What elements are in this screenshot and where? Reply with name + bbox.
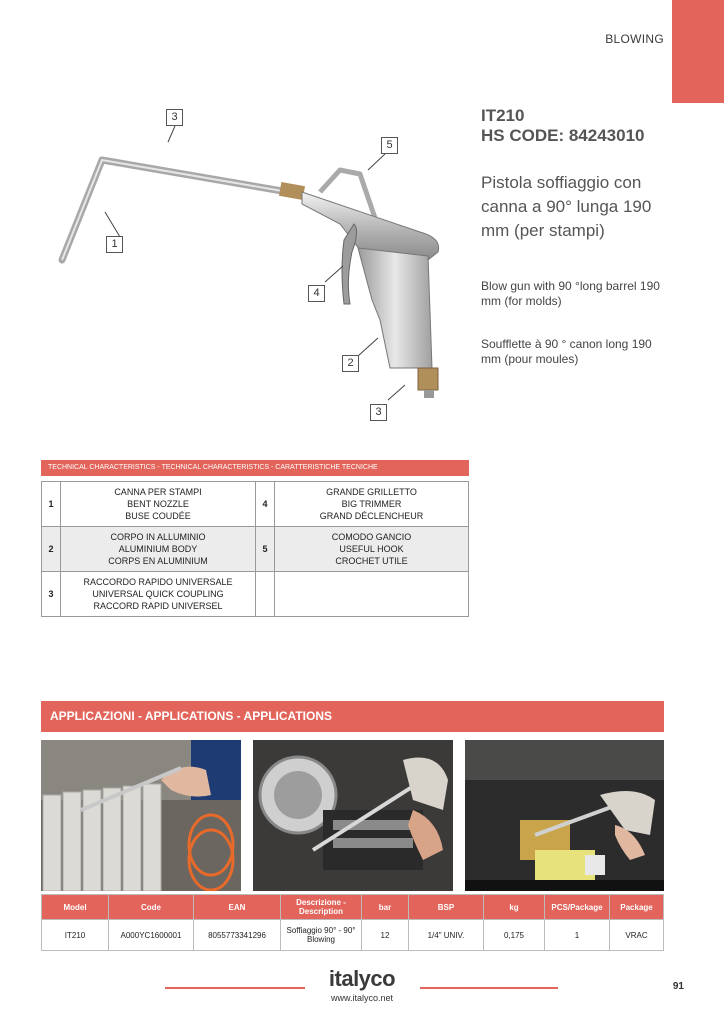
tech-label-it: RACCORDO RAPIDO UNIVERSALE <box>83 577 233 587</box>
tech-cell-empty <box>275 572 469 617</box>
tech-label-it: CORPO IN ALLUMINIO <box>110 532 206 542</box>
column-header: Code <box>109 895 194 920</box>
tech-row <box>42 572 469 617</box>
table-cell: 1/4" UNIV. <box>409 920 484 951</box>
tech-cell <box>275 482 469 527</box>
tech-label-fr: BUSE COUDÉE <box>125 511 191 521</box>
product-description-en: Blow gun with 90 °long barrel 190 mm (for molds) <box>481 279 660 308</box>
column-header: Model <box>42 895 109 920</box>
column-header: BSP <box>409 895 484 920</box>
callout-label: 3 <box>370 404 387 421</box>
product-title: Pistola soffiaggio con canna a 90° lunga 190 mm (per stampi) <box>481 173 652 240</box>
callout-label: 2 <box>342 355 359 372</box>
column-header: PCS/Package <box>545 895 610 920</box>
product-table-row <box>42 920 664 951</box>
tech-number: 3 <box>42 572 61 617</box>
applications-header: APPLICAZIONI - APPLICATIONS - APPLICATIONS <box>41 701 664 732</box>
hs-code: HS CODE: 84243010 <box>481 126 645 145</box>
table-cell: A000YC1600001 <box>109 920 194 951</box>
callout-label: 3 <box>166 109 183 126</box>
product-table-header-row <box>42 895 664 920</box>
section-label: BLOWING <box>605 32 664 46</box>
product-code-block <box>481 106 644 146</box>
page-number: 91 <box>672 981 684 992</box>
column-header: bar <box>362 895 409 920</box>
footer-divider-left <box>165 987 305 989</box>
application-photo-radiator <box>41 740 241 891</box>
column-header: Package <box>610 895 664 920</box>
table-cell: 8055773341296 <box>194 920 281 951</box>
tech-number: 4 <box>256 482 275 527</box>
tech-label-it: GRANDE GRILLETTO <box>326 487 417 497</box>
tech-table-header: TECHNICAL CHARACTERISTICS - TECHNICAL CHARACTERISTICS - CARATTERISTICHE TECNICHE <box>41 460 469 476</box>
table-cell: 12 <box>362 920 409 951</box>
tech-cell <box>61 527 256 572</box>
tech-label-en: BIG TRIMMER <box>341 499 402 509</box>
tech-label-en: ALUMINIUM BODY <box>118 544 198 554</box>
callout-label: 4 <box>308 285 325 302</box>
column-header: kg <box>484 895 545 920</box>
tech-number: 2 <box>42 527 61 572</box>
tech-label-it: CANNA PER STAMPI <box>114 487 202 497</box>
application-photo-engine <box>465 740 664 891</box>
tech-label-fr: RACCORD RAPID UNIVERSEL <box>93 601 223 611</box>
italyco-logo: italyco <box>328 966 396 991</box>
tech-label-en: USEFUL HOOK <box>339 544 404 554</box>
product-description-fr: Soufflette à 90 ° canon long 190 mm (pour moules) <box>481 337 652 366</box>
column-header: Descrizione - Description <box>281 895 362 920</box>
product-code: IT210 <box>481 106 525 125</box>
tech-label-it: COMODO GANCIO <box>331 532 412 542</box>
tech-label-en: UNIVERSAL QUICK COUPLING <box>92 589 224 599</box>
tech-label-fr: CROCHET UTILE <box>335 556 408 566</box>
website-link[interactable]: www.italyco.net <box>330 993 394 1003</box>
tech-number-empty <box>256 572 275 617</box>
footer-divider-right <box>420 987 558 989</box>
tech-row <box>42 527 469 572</box>
tech-cell <box>61 572 256 617</box>
tech-table <box>41 481 469 617</box>
table-cell: VRAC <box>610 920 664 951</box>
tech-cell <box>61 482 256 527</box>
table-cell: 1 <box>545 920 610 951</box>
table-cell: Soffiaggio 90° - 90° Blowing <box>281 920 362 951</box>
tech-cell <box>275 527 469 572</box>
tech-row <box>42 482 469 527</box>
section-color-tab <box>672 0 724 103</box>
application-photo-motorcycle <box>253 740 453 891</box>
callout-label: 1 <box>106 236 123 253</box>
table-cell: 0,175 <box>484 920 545 951</box>
tech-label-fr: GRAND DÉCLENCHEUR <box>319 511 424 521</box>
tech-number: 1 <box>42 482 61 527</box>
tech-label-fr: CORPS EN ALUMINIUM <box>108 556 208 566</box>
callout-label: 5 <box>381 137 398 154</box>
column-header: EAN <box>194 895 281 920</box>
tech-label-en: BENT NOZZLE <box>127 499 189 509</box>
product-table <box>41 894 664 951</box>
table-cell: IT210 <box>42 920 109 951</box>
tech-number: 5 <box>256 527 275 572</box>
